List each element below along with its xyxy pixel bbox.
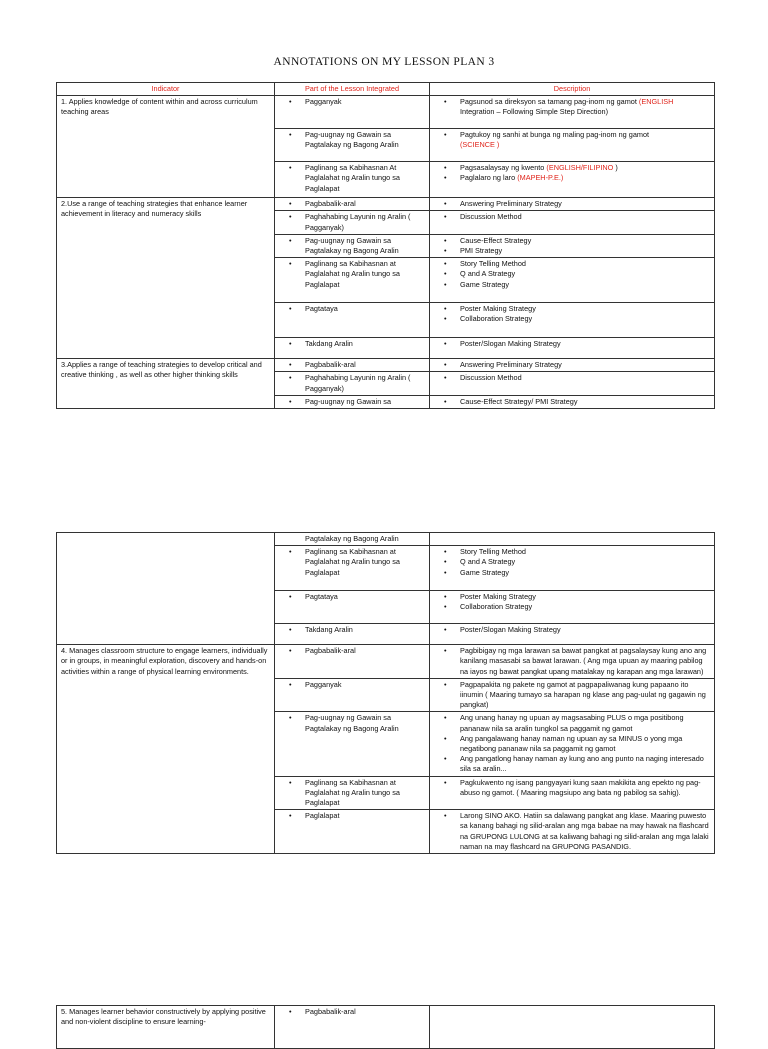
list-item: • Answering Preliminary Strategy (434, 360, 710, 370)
part-cell (275, 372, 430, 395)
list-item: • PMI Strategy (434, 246, 710, 256)
description-cell (430, 1006, 715, 1049)
indicator-cell: 1. Applies knowledge of content within and across curriculum teaching areas (57, 96, 275, 198)
subject-tag: (ENGLISH/FILIPINO (546, 163, 614, 173)
table-header-row (57, 83, 715, 96)
indicator-cell (57, 533, 275, 645)
indicator-cell: 4. Manages classroom structure to engage learners, individually or in groups, in meaningful exploration, discovery and hands-on activities within a range of physical learning environments. (57, 645, 275, 854)
list-item (434, 130, 710, 140)
description-cell (430, 372, 715, 395)
table-row (57, 1006, 715, 1049)
list-item: • Cause-Effect Strategy/ PMI Strategy (434, 397, 710, 407)
list-item: • Ang pangalawang hanay naman ng upuan ay sa MINUS o yong mga negatibong pananaw nila sa paggamit ng gamot (434, 734, 710, 754)
part-cell (275, 624, 430, 645)
table-row (57, 645, 715, 679)
annotations-table-part-2 (56, 532, 715, 854)
list-item: • Collaboration Strategy (434, 602, 710, 612)
list-item: • Paglinang sa Kabihasnan At Paglalahat ng Aralin tungo sa Paglalapat (279, 163, 425, 194)
document-title: ANNOTATIONS ON MY LESSON PLAN 3 (273, 56, 495, 68)
part-cell (275, 776, 430, 810)
description-text: ) (613, 163, 618, 173)
description-header: Description (430, 83, 715, 96)
list-item: • Ang unang hanay ng upuan ay magsasabing PLUS o mga positibong pananaw nila sa aralin tungkol sa paggamit ng gamot (434, 713, 710, 733)
list-item: • Discussion Method (434, 212, 710, 222)
list-item (434, 163, 710, 173)
description-cell (430, 395, 715, 408)
table-row (57, 359, 715, 372)
subject-tag: (MAPEH-P.E.) (517, 173, 564, 183)
part-cell (275, 234, 430, 257)
list-item: • Pagbabalik-aral (279, 646, 425, 656)
description-cell (430, 211, 715, 234)
indicator-cell: 5. Manages learner behavior constructively by applying positive and non-violent discipline to ensure learning- (57, 1006, 275, 1049)
part-cell (275, 359, 430, 372)
description-cell (430, 129, 715, 162)
description-cell (430, 258, 715, 303)
description-cell (430, 678, 715, 712)
part-cell (275, 303, 430, 338)
table-row (57, 533, 715, 546)
annotations-table-part-3 (56, 1005, 715, 1049)
list-item: • Takdang Aralin (279, 625, 425, 635)
list-item: • Pagganyak (279, 680, 425, 690)
list-item: • Paglinang sa Kabihasnan at Paglalahat ng Aralin tungo sa Paglalapat (279, 547, 425, 578)
list-item: • Paglalapat (279, 811, 425, 821)
part-cell (275, 338, 430, 359)
indicator-header: Indicator (57, 83, 275, 96)
description-cell (430, 533, 715, 546)
list-item: • Collaboration Strategy (434, 314, 710, 324)
subject-tag: (ENGLISH (638, 97, 674, 107)
subject-tag: (SCIENCE ) (460, 140, 500, 150)
part-cell (275, 712, 430, 776)
list-item: • Pag-uugnay ng Gawain sa (279, 397, 425, 407)
list-item: • Pagbabalik-aral (279, 1007, 425, 1017)
description-cell (430, 776, 715, 810)
part-cell (275, 645, 430, 679)
part-cell (275, 162, 430, 198)
list-item: • Story Telling Method (434, 259, 710, 269)
list-item: • Takdang Aralin (279, 339, 425, 349)
list-item: • Pagkukwento ng isang pangyayari kung saan makikita ang epekto ng pag-abuso ng gamot. ( Maaring magsiupo ang bata ng pabilog sa sahig). (434, 778, 710, 798)
part-cell (275, 678, 430, 712)
list-item: • Pagbibigay ng mga larawan sa bawat pangkat at pagsalaysay kung ano ang kanilang masasabi sa bawat larawan. ( Ang mga upuan ay maaring pabilog na iayos ng bawat pangkat upang matalakay ng karapan ang mga larawan) (434, 646, 710, 677)
table-row (57, 96, 715, 129)
list-item: • Poster/Slogan Making Strategy (434, 339, 710, 349)
part-continuation: Pagtalakay ng Bagong Aralin (305, 534, 399, 543)
description-cell (430, 810, 715, 854)
description-text: Pagsunod sa direksyon sa tamang pag-inom ng gamot (460, 97, 639, 107)
description-cell (430, 96, 715, 129)
indicator-cell: 3.Applies a range of teaching strategies to develop critical and creative thinking , as well as other higher thinking skills (57, 359, 275, 409)
list-item: • Pagbabalik-aral (279, 199, 425, 209)
list-item: • Poster/Slogan Making Strategy (434, 625, 710, 635)
description-text: Paglalaro ng laro (460, 173, 518, 183)
list-item: • Pagpapakita ng pakete ng gamot at pagpapaliwanag kung papaano ito iinumin ( Maaring tumayo sa harapan ng klase ang pag-uulat ng gagawin ng pangkat) (434, 680, 710, 711)
part-cell (275, 533, 430, 546)
list-item: • Pagtataya (279, 592, 425, 602)
list-item: • Answering Preliminary Strategy (434, 199, 710, 209)
list-item: • Paglinang sa Kabihasnan at Paglalahat ng Aralin tungo sa Paglalapat (279, 778, 425, 809)
part-cell (275, 258, 430, 303)
part-cell (275, 96, 430, 129)
description-cell (430, 645, 715, 679)
list-item (434, 97, 710, 107)
description-text: Pagsasalaysay ng kwento (460, 163, 547, 173)
part-of-lesson-header: Part of the Lesson Integrated (275, 83, 430, 96)
list-item: • Q and A Strategy (434, 557, 710, 567)
list-item: • Game Strategy (434, 568, 710, 578)
list-item: • Pag-uugnay ng Gawain sa Pagtalakay ng Bagong Aralin (279, 713, 425, 733)
list-item: • Cause-Effect Strategy (434, 236, 710, 246)
description-cell (430, 359, 715, 372)
description-text: Pagtukoy ng sanhi at bunga ng maling pag-inom ng gamot (460, 130, 650, 140)
list-item: • Story Telling Method (434, 547, 710, 557)
table-row (57, 198, 715, 211)
description-cell (430, 338, 715, 359)
description-cell (430, 591, 715, 624)
part-cell (275, 546, 430, 591)
list-item: • Pagbabalik-aral (279, 360, 425, 370)
indicator-cell: 2.Use a range of teaching strategies that enhance learner achievement in literacy and numeracy skills (57, 198, 275, 359)
list-item: • Discussion Method (434, 373, 710, 383)
list-item: • Q and A Strategy (434, 269, 710, 279)
description-cell (430, 198, 715, 211)
list-item: • Poster Making Strategy (434, 304, 710, 314)
part-cell (275, 198, 430, 211)
list-item: • Larong SINO AKO. Hatiin sa dalawang pangkat ang klase. Maaring puwesto sa kanang bahagi ng silid-aralan ang mga babae na may hawak na flashcard na GRUPONG LULONG at sa kaliwang bahagi ng silid-aralan ang mga lalaki naman na may flashcard na GRUPONG PASANDIG. (434, 811, 710, 852)
part-cell (275, 1006, 430, 1049)
part-cell (275, 211, 430, 234)
list-item: • Ang pangatlong hanay naman ay kung ano ang punto na naging interesado sila sa aralin... (434, 754, 710, 774)
list-item: • Poster Making Strategy (434, 592, 710, 602)
list-item: • Pag-uugnay ng Gawain sa Pagtalakay ng Bagong Aralin (279, 130, 425, 150)
part-cell (275, 129, 430, 162)
description-cell (430, 234, 715, 257)
list-item: • Paghahabing Layunin ng Aralin ( Pagganyak) (279, 212, 425, 232)
list-item (434, 173, 710, 183)
list-item: • Paghahabing Layunin ng Aralin ( Pagganyak) (279, 373, 425, 393)
list-item: • Pag-uugnay ng Gawain sa Pagtalakay ng Bagong Aralin (279, 236, 425, 256)
annotations-table-part-1 (56, 82, 715, 409)
part-cell (275, 591, 430, 624)
description-cell (430, 303, 715, 338)
description-cell (430, 162, 715, 198)
list-item: • Pagtataya (279, 304, 425, 314)
part-cell (275, 810, 430, 854)
description-cell (430, 712, 715, 776)
description-cell (430, 546, 715, 591)
description-continuation: Integration – Following Simple Step Direction) (460, 107, 609, 117)
list-item: • Paglinang sa Kabihasnan at Paglalahat ng Aralin tungo sa Paglalapat (279, 259, 425, 290)
list-item: • Pagganyak (279, 97, 425, 107)
part-cell (275, 395, 430, 408)
list-item: • Game Strategy (434, 280, 710, 290)
description-cell (430, 624, 715, 645)
